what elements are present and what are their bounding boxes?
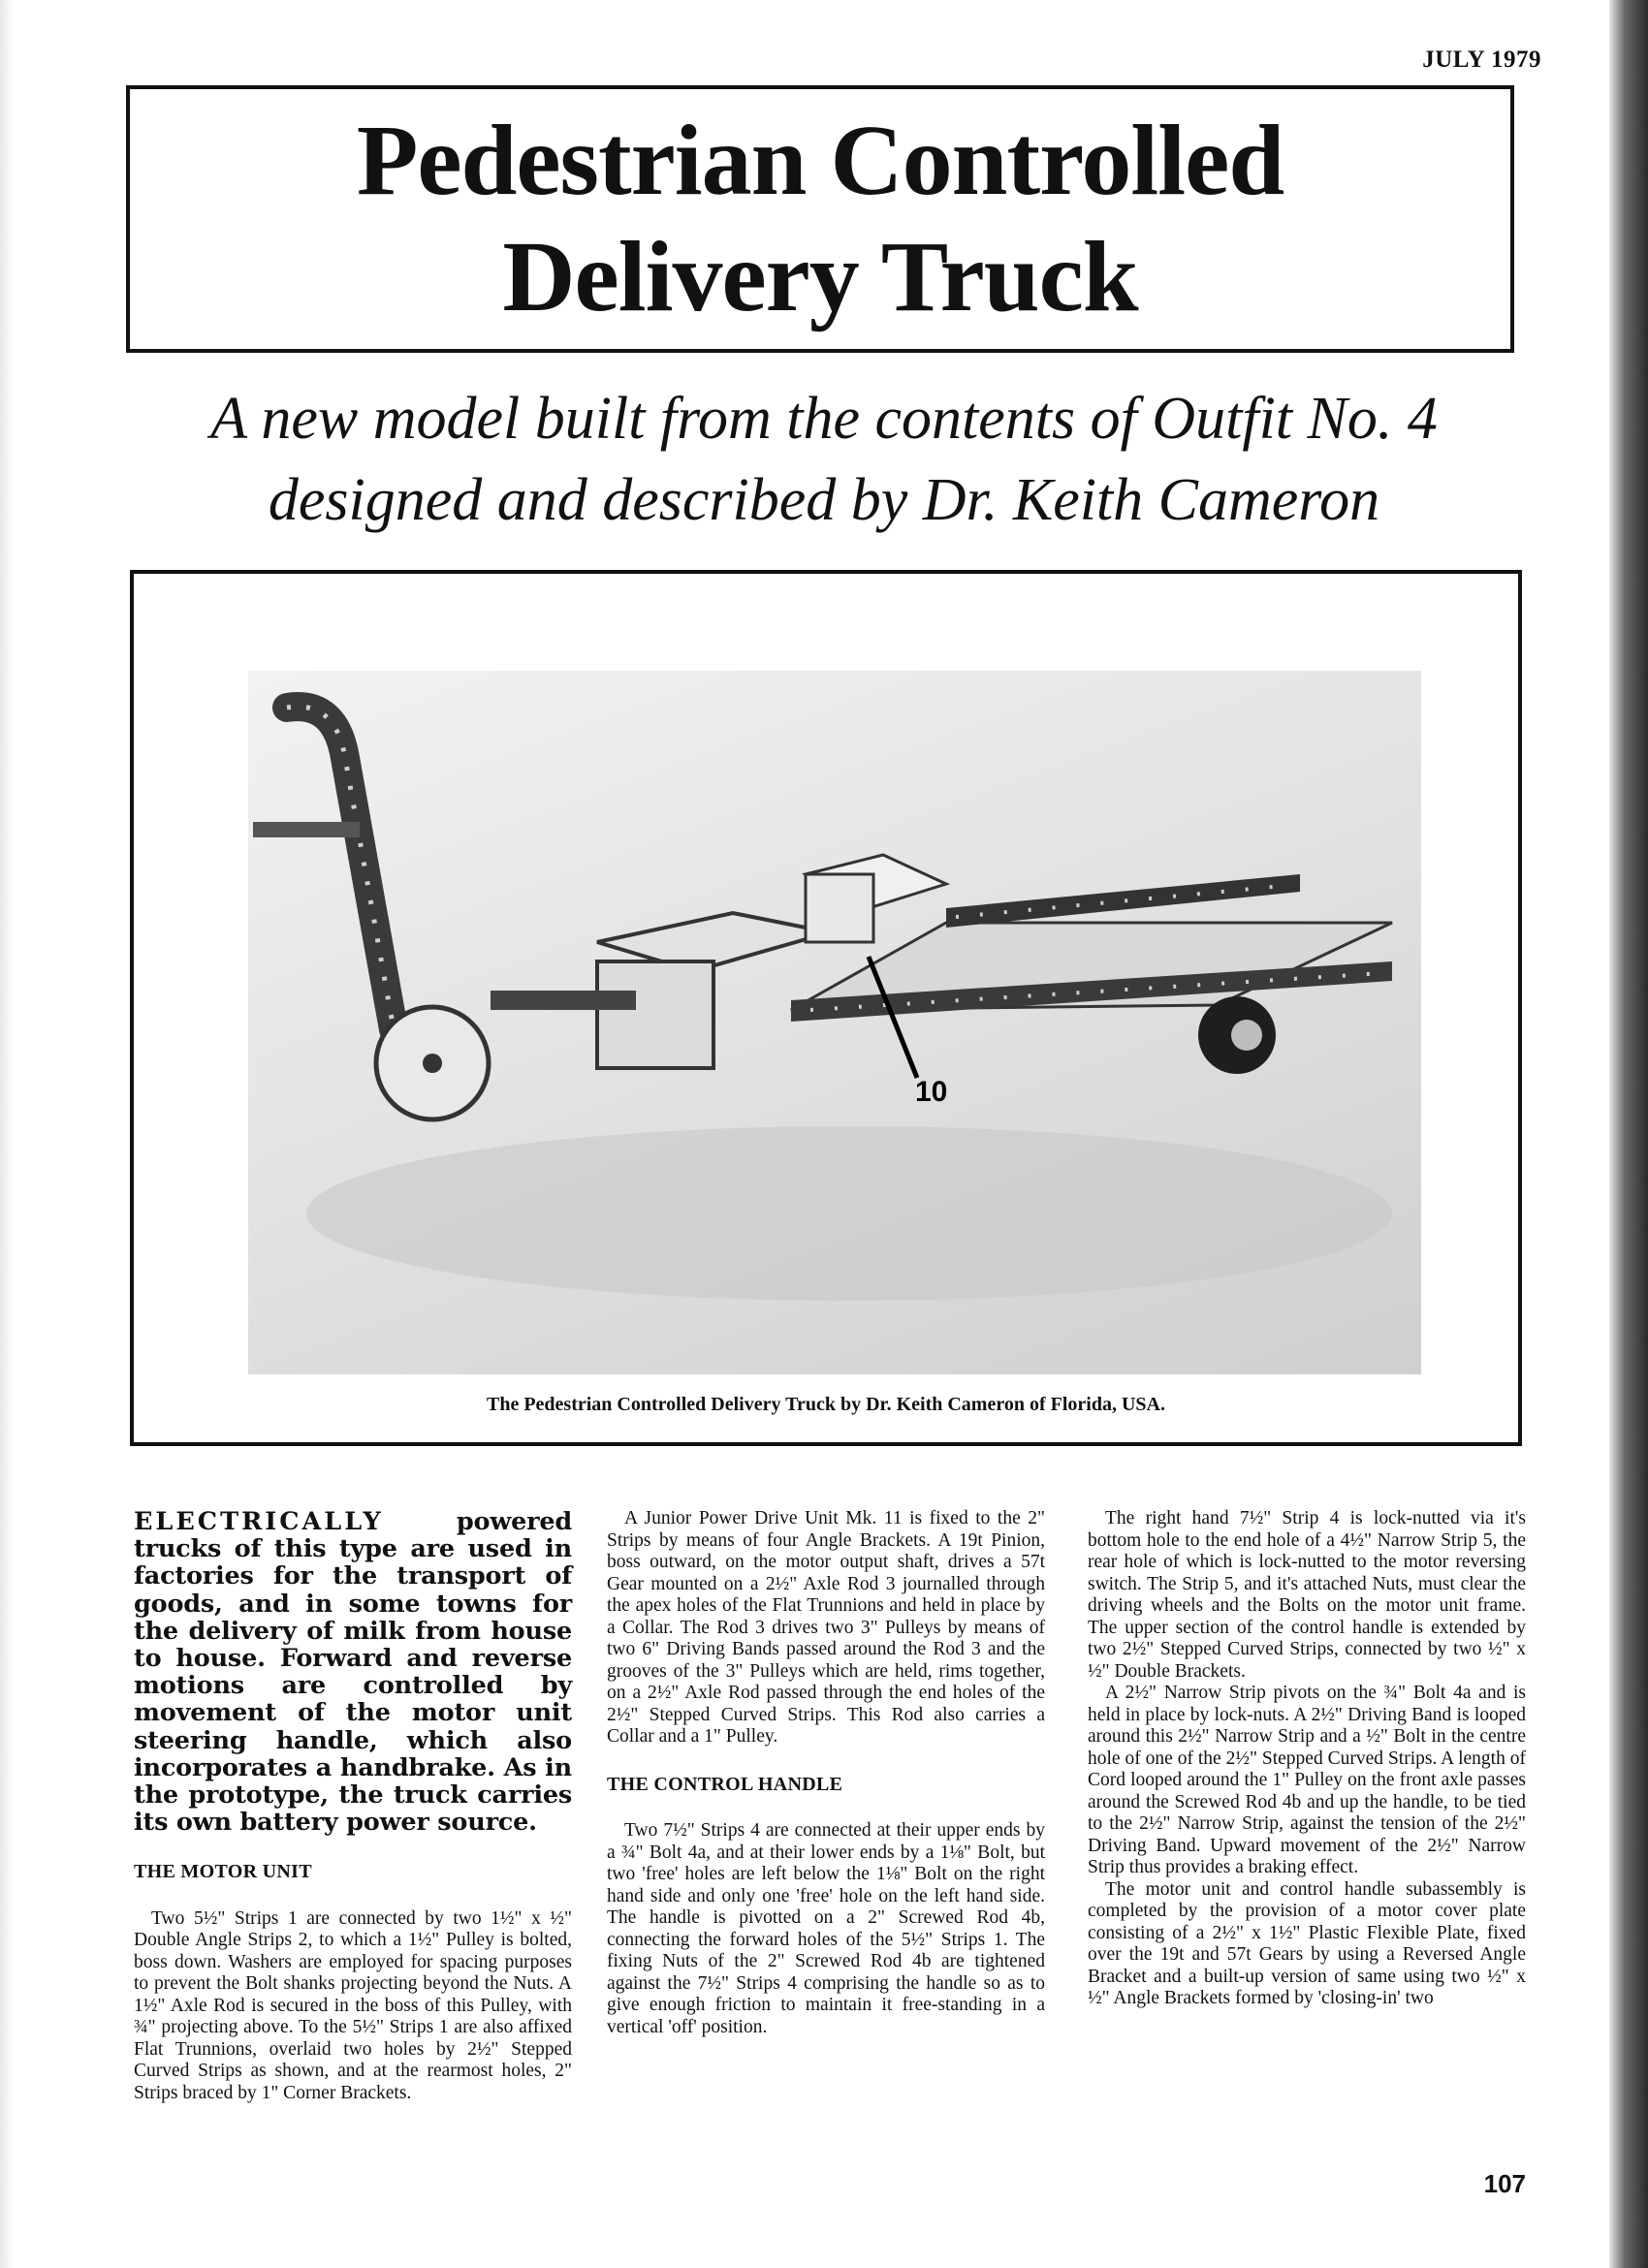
article-column-1 <box>134 1508 572 2104</box>
lead-text: powered trucks of this type are used in factories for the transport of goods, and in some towns for the delivery of milk from house to house. Forward and reverse motions are controlled by movement of the motor unit steering handle, which also incorporates a handbrake. As in the prototype, the truck carries its own battery power source. <box>134 1507 572 1838</box>
page-binding-shadow <box>1609 0 1648 2268</box>
paragraph-motor-1: Two 5½" Strips 1 are connected by two 1½" x ½" Double Angle Strips 2, to which a 1½" Pulley is bolted, boss down. Washers are employed for spacing purposes to prevent the Bolt shanks projecting beyond the Nuts. A 1½" Axle Rod is secured in the boss of this Pulley, with ¾" projecting above. To the 5½" Strips 1 are also affixed Flat Trunnions, overlaid two holes by 2½" Stepped Curved Strips as shown, and at the rearmost holes, 2" Strips braced by 1" Corner Brackets. <box>134 1907 572 2103</box>
truck-illustration <box>248 671 1421 1374</box>
subtitle-line-2: designed and described by Dr. Keith Cameron <box>268 467 1380 533</box>
page-left-edge <box>0 0 14 2268</box>
paragraph-control-3: A 2½" Narrow Strip pivots on the ¾" Bolt 4a and is held in place by lock-nuts. A 2½" Driving Band is looped around this 2½" Narrow Strip and a ½" Bolt in the centre hole of one of the 2½" Stepped Curved Strips. A length of Cord looped around the 1" Pulley on the front axle passes around the Screwed Rod 4b and up the handle, to be tied to the 2½" Narrow Strip, against the tension of the 2½" Driving Band. Upward movement of the 2½" Narrow Strip thus provides a braking effect. <box>1088 1683 1526 1877</box>
title-line-1: Pedestrian Controlled <box>356 105 1284 216</box>
figure-caption: The Pedestrian Controlled Delivery Truck by Dr. Keith Cameron of Florida, USA. <box>487 1394 1165 1415</box>
subtitle <box>97 378 1551 541</box>
paragraph-control-4: The motor unit and control handle subassembly is completed by the provision of a motor cover plate consisting of a 2½" x 1½" Plastic Flexible Plate, fixed over the 19t and 57t Gears by using a Reversed Angle Bracket and a built-up version of same using two ½" x ½" Angle Brackets formed by 'closing-in' two <box>1088 1878 1526 2008</box>
issue-date: JULY 1979 <box>1422 47 1541 73</box>
title-box <box>126 85 1514 353</box>
article-column-2 <box>607 1508 1045 2038</box>
heading-control-handle: THE CONTROL HANDLE <box>607 1773 843 1795</box>
paragraph-control-1: Two 7½" Strips 4 are connected at their upper ends by a ¾" Bolt 4a, and at their lower ends by a 1⅛" Bolt, but two 'free' holes are left below the 1⅛" Bolt on the right hand side and only one 'free' hole on the left hand side. The handle is pivotted on a 2" Screwed Rod 4b, connecting the forward holes of the 5½" Strips 1. The fixing Nuts of the 2" Screwed Rod 4b are tightened against the 7½" Strips 4 comprising the handle so as to give enough friction to maintain it free-standing in a vertical 'off' position. <box>607 1820 1045 2037</box>
heading-motor-unit: THE MOTOR UNIT <box>134 1861 312 1883</box>
figure-frame <box>130 570 1522 1446</box>
paragraph-motor-2: A Junior Power Drive Unit Mk. 11 is fixed to the 2" Strips by means of four Angle Brackets. A 19t Pinion, boss outward, on the motor output shaft, drives a 57t Gear mounted on a 2½" Axle Rod 3 journalled through the apex holes of the Flat Trunnions and held in place by a Collar. The Rod 3 drives two 3" Pulleys by means of two 6" Driving Bands passed around the Rod 3 and the grooves of the 3" Pulleys which are held, rims together, on a 2½" Axle Rod passed through the end holes of the 2½" Stepped Curved Strips. This Rod also carries a Collar and a 1" Pulley. <box>607 1508 1045 1747</box>
truck-photo <box>248 671 1421 1374</box>
lead-first-word: ELECTRICALLY <box>134 1507 384 1536</box>
title-line-2: Delivery Truck <box>502 221 1138 332</box>
lead-paragraph <box>134 1508 572 1836</box>
figure-callout: 10 <box>915 1076 948 1108</box>
article-column-3 <box>1088 1508 1526 2010</box>
subtitle-line-1: A new model built from the contents of Outfit No. 4 <box>210 386 1438 452</box>
paragraph-control-2: The right hand 7½" Strip 4 is lock-nutted via it's bottom hole to the end hole of a 4½" Narrow Strip 5, the rear hole of which is lock-nutted to the motor reversing switch. The Strip 5, and it's attached Nuts, must clear the driving wheels and the Bolts on the motor unit frame. The upper section of the control handle is extended by two 2½" Stepped Curved Strips, connected by two ½" x ½" Double Brackets. <box>1088 1508 1526 1682</box>
page-number: 107 <box>1483 2169 1526 2198</box>
